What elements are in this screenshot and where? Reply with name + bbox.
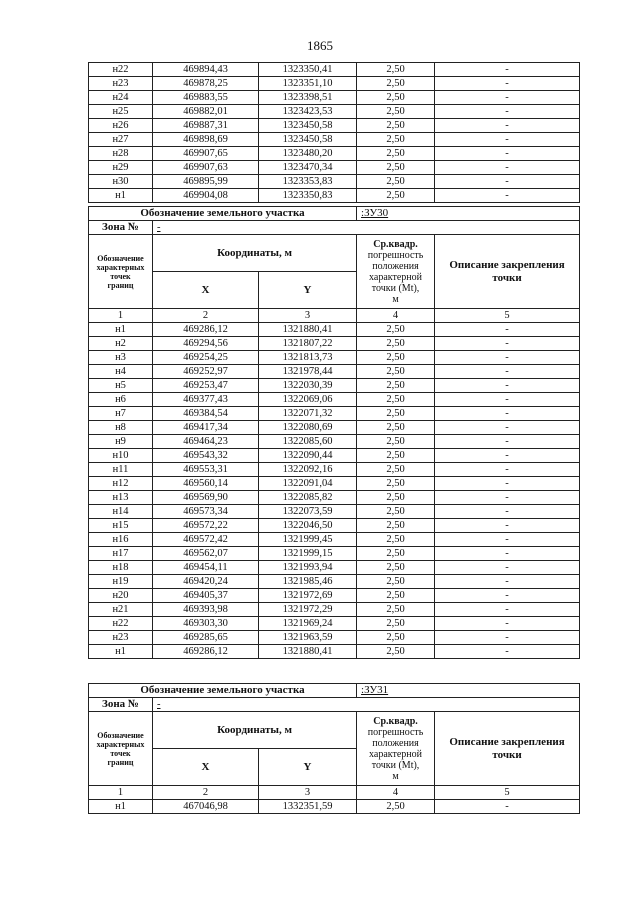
column-number: 1 <box>89 309 153 323</box>
zone-label: Зона № <box>89 221 153 235</box>
error-cell: 2,50 <box>357 407 435 421</box>
x-coordinate-cell: 469286,12 <box>153 645 259 659</box>
point-id-cell: н1 <box>89 323 153 337</box>
error-cell: 2,50 <box>357 800 435 814</box>
point-id-cell: н12 <box>89 477 153 491</box>
x-coordinate-cell: 469895,99 <box>153 175 259 189</box>
table-row <box>89 421 580 435</box>
point-id-cell: н21 <box>89 603 153 617</box>
point-id-cell: н18 <box>89 561 153 575</box>
error-cell: 2,50 <box>357 337 435 351</box>
y-coordinate-cell: 1323398,51 <box>259 91 357 105</box>
header-point-label: Обозначение характерных точек границ <box>89 235 153 309</box>
point-id-cell: н27 <box>89 133 153 147</box>
error-cell: 2,50 <box>357 189 435 203</box>
column-number: 5 <box>435 309 580 323</box>
error-cell: 2,50 <box>357 77 435 91</box>
description-cell: - <box>435 477 580 491</box>
description-cell: - <box>435 337 580 351</box>
x-coordinate-cell: 469454,11 <box>153 561 259 575</box>
header-point-label: Обозначение характерных точек границ <box>89 712 153 786</box>
table-row <box>89 351 580 365</box>
parcel-zu31-table <box>88 683 580 814</box>
error-cell: 2,50 <box>357 589 435 603</box>
point-id-cell: н9 <box>89 435 153 449</box>
error-cell: 2,50 <box>357 631 435 645</box>
error-cell: 2,50 <box>357 175 435 189</box>
table-row <box>89 575 580 589</box>
table-row <box>89 449 580 463</box>
table-row <box>89 435 580 449</box>
y-coordinate-cell: 1322092,16 <box>259 463 357 477</box>
table-row <box>89 617 580 631</box>
error-cell: 2,50 <box>357 161 435 175</box>
header-description: Описание закрепления точки <box>435 235 580 309</box>
table-row <box>89 505 580 519</box>
x-coordinate-cell: 469252,97 <box>153 365 259 379</box>
parcel-code: :ЗУ31 <box>357 684 580 698</box>
table-row <box>89 491 580 505</box>
x-coordinate-cell: 469898,69 <box>153 133 259 147</box>
table-row <box>89 175 580 189</box>
x-coordinate-cell: 469572,42 <box>153 533 259 547</box>
error-cell: 2,50 <box>357 119 435 133</box>
error-cell: 2,50 <box>357 645 435 659</box>
x-coordinate-cell: 469294,56 <box>153 337 259 351</box>
point-id-cell: н25 <box>89 105 153 119</box>
y-coordinate-cell: 1322091,04 <box>259 477 357 491</box>
table-row <box>89 323 580 337</box>
page-number: 1865 <box>307 38 333 53</box>
x-coordinate-cell: 469562,07 <box>153 547 259 561</box>
table-row <box>89 393 580 407</box>
y-coordinate-cell: 1321972,29 <box>259 603 357 617</box>
y-coordinate-cell: 1323351,10 <box>259 77 357 91</box>
coordinates-table-continued <box>88 62 580 203</box>
y-coordinate-cell: 1323480,20 <box>259 147 357 161</box>
x-coordinate-cell: 469882,01 <box>153 105 259 119</box>
parcel-code: :ЗУ30 <box>357 207 580 221</box>
header-coordinates: Координаты, м <box>153 712 357 749</box>
table-row <box>89 533 580 547</box>
x-coordinate-cell: 469405,37 <box>153 589 259 603</box>
y-coordinate-cell: 1322030,39 <box>259 379 357 393</box>
y-coordinate-cell: 1321999,15 <box>259 547 357 561</box>
x-coordinate-cell: 469420,24 <box>153 575 259 589</box>
parcel-title-row <box>89 207 580 221</box>
y-coordinate-cell: 1321813,73 <box>259 351 357 365</box>
x-coordinate-cell: 469560,14 <box>153 477 259 491</box>
y-coordinate-cell: 1322073,59 <box>259 505 357 519</box>
point-id-cell: н5 <box>89 379 153 393</box>
table-row <box>89 161 580 175</box>
parcel-label: Обозначение земельного участка <box>89 207 357 221</box>
table-row <box>89 147 580 161</box>
column-number: 2 <box>153 786 259 800</box>
zone-value: - <box>153 221 580 235</box>
x-coordinate-cell: 469878,25 <box>153 77 259 91</box>
table-row <box>89 133 580 147</box>
x-coordinate-cell: 469417,34 <box>153 421 259 435</box>
y-coordinate-cell: 1322085,82 <box>259 491 357 505</box>
table-row <box>89 63 580 77</box>
x-coordinate-cell: 469285,65 <box>153 631 259 645</box>
point-id-cell: н13 <box>89 491 153 505</box>
description-cell: - <box>435 147 580 161</box>
x-coordinate-cell: 469894,43 <box>153 63 259 77</box>
description-cell: - <box>435 407 580 421</box>
description-cell: - <box>435 589 580 603</box>
x-coordinate-cell: 469887,31 <box>153 119 259 133</box>
table-row <box>89 519 580 533</box>
y-coordinate-cell: 1321972,69 <box>259 589 357 603</box>
x-coordinate-cell: 469883,55 <box>153 91 259 105</box>
x-coordinate-cell: 469384,54 <box>153 407 259 421</box>
error-cell: 2,50 <box>357 519 435 533</box>
error-cell: 2,50 <box>357 547 435 561</box>
header-error: Ср.квадр. погрешность положения характерной точки (Mt), м <box>357 712 435 786</box>
x-coordinate-cell: 469253,47 <box>153 379 259 393</box>
y-coordinate-cell: 1323450,58 <box>259 119 357 133</box>
description-cell: - <box>435 91 580 105</box>
column-numbers-row <box>89 309 580 323</box>
description-cell: - <box>435 575 580 589</box>
description-cell: - <box>435 435 580 449</box>
zone-row <box>89 221 580 235</box>
point-id-cell: н1 <box>89 645 153 659</box>
point-id-cell: н7 <box>89 407 153 421</box>
table-row <box>89 547 580 561</box>
point-id-cell: н23 <box>89 631 153 645</box>
x-coordinate-cell: 469907,63 <box>153 161 259 175</box>
point-id-cell: н24 <box>89 91 153 105</box>
table-row <box>89 91 580 105</box>
point-id-cell: н30 <box>89 175 153 189</box>
table-row <box>89 105 580 119</box>
header-x: X <box>153 272 259 309</box>
error-cell: 2,50 <box>357 491 435 505</box>
x-coordinate-cell: 469543,32 <box>153 449 259 463</box>
description-cell: - <box>435 105 580 119</box>
x-coordinate-cell: 469464,23 <box>153 435 259 449</box>
table-row <box>89 379 580 393</box>
table-row <box>89 77 580 91</box>
description-cell: - <box>435 491 580 505</box>
table-row <box>89 477 580 491</box>
description-cell: - <box>435 519 580 533</box>
table-row <box>89 189 580 203</box>
error-cell: 2,50 <box>357 133 435 147</box>
parcel-label: Обозначение земельного участка <box>89 684 357 698</box>
point-id-cell: н4 <box>89 365 153 379</box>
error-cell: 2,50 <box>357 365 435 379</box>
table-row <box>89 561 580 575</box>
table-row <box>89 603 580 617</box>
description-cell: - <box>435 505 580 519</box>
y-coordinate-cell: 1321985,46 <box>259 575 357 589</box>
y-coordinate-cell: 1321807,22 <box>259 337 357 351</box>
column-number: 5 <box>435 786 580 800</box>
description-cell: - <box>435 351 580 365</box>
y-coordinate-cell: 1321999,45 <box>259 533 357 547</box>
point-id-cell: н10 <box>89 449 153 463</box>
error-cell: 2,50 <box>357 449 435 463</box>
y-coordinate-cell: 1322069,06 <box>259 393 357 407</box>
point-id-cell: н2 <box>89 337 153 351</box>
x-coordinate-cell: 469573,34 <box>153 505 259 519</box>
description-cell: - <box>435 603 580 617</box>
point-id-cell: н19 <box>89 575 153 589</box>
point-id-cell: н1 <box>89 800 153 814</box>
x-coordinate-cell: 469569,90 <box>153 491 259 505</box>
description-cell: - <box>435 189 580 203</box>
error-cell: 2,50 <box>357 617 435 631</box>
y-coordinate-cell: 1321963,59 <box>259 631 357 645</box>
y-coordinate-cell: 1323350,41 <box>259 63 357 77</box>
error-cell: 2,50 <box>357 505 435 519</box>
column-number: 2 <box>153 309 259 323</box>
error-cell: 2,50 <box>357 575 435 589</box>
table-row <box>89 463 580 477</box>
error-cell: 2,50 <box>357 351 435 365</box>
y-coordinate-cell: 1323450,58 <box>259 133 357 147</box>
point-id-cell: н11 <box>89 463 153 477</box>
parcel-zu30-table <box>88 206 580 659</box>
description-cell: - <box>435 133 580 147</box>
y-coordinate-cell: 1321880,41 <box>259 323 357 337</box>
description-cell: - <box>435 175 580 189</box>
y-coordinate-cell: 1322080,69 <box>259 421 357 435</box>
description-cell: - <box>435 449 580 463</box>
column-number: 3 <box>259 786 357 800</box>
description-cell: - <box>435 561 580 575</box>
y-coordinate-cell: 1322071,32 <box>259 407 357 421</box>
error-cell: 2,50 <box>357 533 435 547</box>
table-row <box>89 407 580 421</box>
error-cell: 2,50 <box>357 323 435 337</box>
description-cell: - <box>435 393 580 407</box>
x-coordinate-cell: 469572,22 <box>153 519 259 533</box>
x-coordinate-cell: 469907,65 <box>153 147 259 161</box>
error-cell: 2,50 <box>357 421 435 435</box>
description-cell: - <box>435 161 580 175</box>
table-row <box>89 800 580 814</box>
header-x: X <box>153 749 259 786</box>
point-id-cell: н28 <box>89 147 153 161</box>
point-id-cell: н23 <box>89 77 153 91</box>
table-row <box>89 337 580 351</box>
error-cell: 2,50 <box>357 147 435 161</box>
y-coordinate-cell: 1321978,44 <box>259 365 357 379</box>
y-coordinate-cell: 1332351,59 <box>259 800 357 814</box>
y-coordinate-cell: 1323353,83 <box>259 175 357 189</box>
x-coordinate-cell: 469904,08 <box>153 189 259 203</box>
point-id-cell: н20 <box>89 589 153 603</box>
description-cell: - <box>435 421 580 435</box>
error-cell: 2,50 <box>357 561 435 575</box>
table-row <box>89 631 580 645</box>
description-cell: - <box>435 631 580 645</box>
x-coordinate-cell: 469553,31 <box>153 463 259 477</box>
column-number: 3 <box>259 309 357 323</box>
point-id-cell: н6 <box>89 393 153 407</box>
error-cell: 2,50 <box>357 91 435 105</box>
y-coordinate-cell: 1322046,50 <box>259 519 357 533</box>
description-cell: - <box>435 77 580 91</box>
point-id-cell: н22 <box>89 63 153 77</box>
column-number: 1 <box>89 786 153 800</box>
y-coordinate-cell: 1321880,41 <box>259 645 357 659</box>
header-y: Y <box>259 749 357 786</box>
table-header-row <box>89 235 580 272</box>
description-cell: - <box>435 119 580 133</box>
column-number: 4 <box>357 786 435 800</box>
x-coordinate-cell: 467046,98 <box>153 800 259 814</box>
point-id-cell: н14 <box>89 505 153 519</box>
description-cell: - <box>435 365 580 379</box>
error-cell: 2,50 <box>357 379 435 393</box>
table-row <box>89 589 580 603</box>
header-error: Ср.квадр. погрешность положения характерной точки (Mt), м <box>357 235 435 309</box>
y-coordinate-cell: 1323350,83 <box>259 189 357 203</box>
x-coordinate-cell: 469393,98 <box>153 603 259 617</box>
y-coordinate-cell: 1323423,53 <box>259 105 357 119</box>
column-numbers-row <box>89 786 580 800</box>
table-row <box>89 645 580 659</box>
zone-row <box>89 698 580 712</box>
zone-label: Зона № <box>89 698 153 712</box>
table-row <box>89 119 580 133</box>
header-description: Описание закрепления точки <box>435 712 580 786</box>
error-cell: 2,50 <box>357 435 435 449</box>
error-cell: 2,50 <box>357 463 435 477</box>
description-cell: - <box>435 533 580 547</box>
x-coordinate-cell: 469303,30 <box>153 617 259 631</box>
error-cell: 2,50 <box>357 477 435 491</box>
description-cell: - <box>435 547 580 561</box>
description-cell: - <box>435 645 580 659</box>
y-coordinate-cell: 1321969,24 <box>259 617 357 631</box>
description-cell: - <box>435 63 580 77</box>
point-id-cell: н1 <box>89 189 153 203</box>
point-id-cell: н17 <box>89 547 153 561</box>
column-number: 4 <box>357 309 435 323</box>
description-cell: - <box>435 463 580 477</box>
header-y: Y <box>259 272 357 309</box>
description-cell: - <box>435 800 580 814</box>
point-id-cell: н16 <box>89 533 153 547</box>
y-coordinate-cell: 1321993,94 <box>259 561 357 575</box>
description-cell: - <box>435 323 580 337</box>
x-coordinate-cell: 469377,43 <box>153 393 259 407</box>
point-id-cell: н15 <box>89 519 153 533</box>
zone-value: - <box>153 698 580 712</box>
error-cell: 2,50 <box>357 393 435 407</box>
point-id-cell: н22 <box>89 617 153 631</box>
y-coordinate-cell: 1322090,44 <box>259 449 357 463</box>
point-id-cell: н8 <box>89 421 153 435</box>
y-coordinate-cell: 1322085,60 <box>259 435 357 449</box>
point-id-cell: н3 <box>89 351 153 365</box>
x-coordinate-cell: 469286,12 <box>153 323 259 337</box>
error-cell: 2,50 <box>357 63 435 77</box>
table-row <box>89 365 580 379</box>
header-coordinates: Координаты, м <box>153 235 357 272</box>
point-id-cell: н29 <box>89 161 153 175</box>
description-cell: - <box>435 379 580 393</box>
table-header-row <box>89 712 580 749</box>
error-cell: 2,50 <box>357 105 435 119</box>
error-cell: 2,50 <box>357 603 435 617</box>
y-coordinate-cell: 1323470,34 <box>259 161 357 175</box>
point-id-cell: н26 <box>89 119 153 133</box>
description-cell: - <box>435 617 580 631</box>
parcel-title-row <box>89 684 580 698</box>
x-coordinate-cell: 469254,25 <box>153 351 259 365</box>
